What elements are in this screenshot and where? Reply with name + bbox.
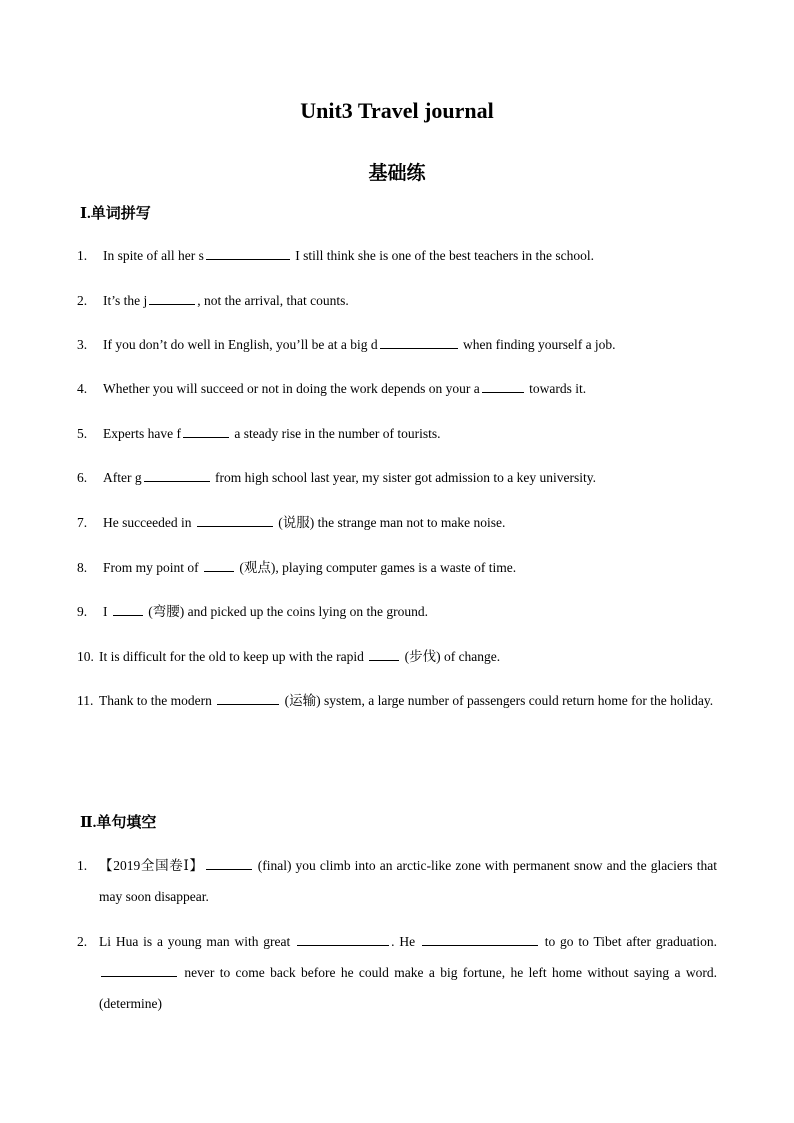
answer-blank[interactable]	[482, 378, 524, 393]
question-1-11	[77, 685, 717, 716]
question-text: Li Hua is a young man with great	[99, 934, 296, 949]
question-text: . He	[391, 934, 420, 949]
question-1-6	[77, 462, 717, 493]
question-text: (说服) the strange man not to make noise.	[274, 515, 506, 530]
question-number: 10.	[77, 649, 94, 664]
question-1-8	[77, 552, 717, 583]
question-number: 6.	[77, 470, 88, 485]
answer-blank[interactable]	[113, 601, 143, 616]
answer-blank[interactable]	[204, 557, 234, 572]
page-title: Unit3 Travel journal	[300, 98, 494, 123]
question-text: to go to Tibet after graduation.	[539, 934, 717, 949]
question-number: 4.	[77, 381, 88, 396]
section-1-heading: Ⅰ.单词拼写	[80, 206, 151, 222]
question-text: After g	[103, 470, 142, 485]
question-text: (观点), playing computer games is a waste of time.	[236, 560, 517, 575]
answer-blank[interactable]	[206, 245, 290, 260]
question-number: 1.	[77, 248, 88, 263]
question-text: If you don’t do well in English, you’ll be at a big d	[103, 337, 378, 352]
page-subtitle: 基础练	[368, 163, 426, 184]
answer-blank[interactable]	[101, 962, 177, 977]
question-text: He succeeded in	[103, 515, 195, 530]
question-number: 1.	[77, 858, 88, 873]
answer-blank[interactable]	[369, 646, 399, 661]
question-number: 8.	[77, 560, 88, 575]
answer-blank[interactable]	[197, 512, 273, 527]
question-number: 3.	[77, 337, 88, 352]
question-text: , not the arrival, that counts.	[197, 293, 349, 308]
answer-blank[interactable]	[297, 931, 389, 946]
question-number: 11.	[77, 693, 94, 708]
question-text: I still think she is one of the best teachers in the school.	[291, 248, 595, 263]
answer-blank[interactable]	[380, 334, 458, 349]
question-text: (弯腰) and picked up the coins lying on the ground.	[144, 604, 428, 619]
question-number: 2.	[77, 934, 88, 949]
question-text: towards it.	[525, 381, 587, 396]
question-text: It is difficult for the old to keep up with the rapid	[99, 649, 368, 664]
question-2-1	[77, 850, 717, 912]
question-1-4	[77, 373, 717, 404]
answer-blank[interactable]	[217, 690, 279, 705]
answer-blank[interactable]	[149, 290, 195, 305]
question-number: 7.	[77, 515, 88, 530]
question-1-10	[77, 641, 717, 672]
question-text: from high school last year, my sister got admission to a key university.	[211, 470, 597, 485]
question-text: Whether you will succeed or not in doing the work depends on your a	[103, 381, 480, 396]
question-text: From my point of	[103, 560, 203, 575]
question-text: a steady rise in the number of tourists.	[230, 426, 441, 441]
question-number: 5.	[77, 426, 88, 441]
question-number: 2.	[77, 293, 88, 308]
question-1-9	[77, 596, 717, 627]
question-1-3	[77, 329, 717, 360]
question-1-1	[77, 240, 717, 271]
question-2-2	[77, 926, 717, 1019]
question-1-7	[77, 507, 717, 538]
question-text: In spite of all her s	[103, 248, 204, 263]
section-2-heading: Ⅱ.单句填空	[80, 815, 157, 831]
question-1-5	[77, 418, 717, 449]
question-text: Thank to the modern	[99, 693, 216, 708]
question-text: never to come back before he could make a big fortune, he left home without saying a word.(determine)	[99, 965, 717, 1011]
question-text: It’s the j	[103, 293, 148, 308]
question-1-2	[77, 285, 717, 316]
answer-blank[interactable]	[422, 931, 538, 946]
question-text: (步伐) of change.	[401, 649, 501, 664]
answer-blank[interactable]	[206, 855, 252, 870]
question-source: 【2019全国卷Ⅰ】	[99, 858, 204, 873]
answer-blank[interactable]	[144, 467, 210, 482]
question-text: (final) you climb into an arctic-like zone with permanent snow and the glaciers that may soon disappear.	[99, 858, 717, 904]
question-text: when finding yourself a job.	[459, 337, 616, 352]
answer-blank[interactable]	[183, 423, 229, 438]
question-text: Experts have f	[103, 426, 181, 441]
question-text: (运输) system, a large number of passengers could return home for the holiday.	[281, 693, 714, 708]
question-text: I	[103, 604, 111, 619]
question-number: 9.	[77, 604, 88, 619]
